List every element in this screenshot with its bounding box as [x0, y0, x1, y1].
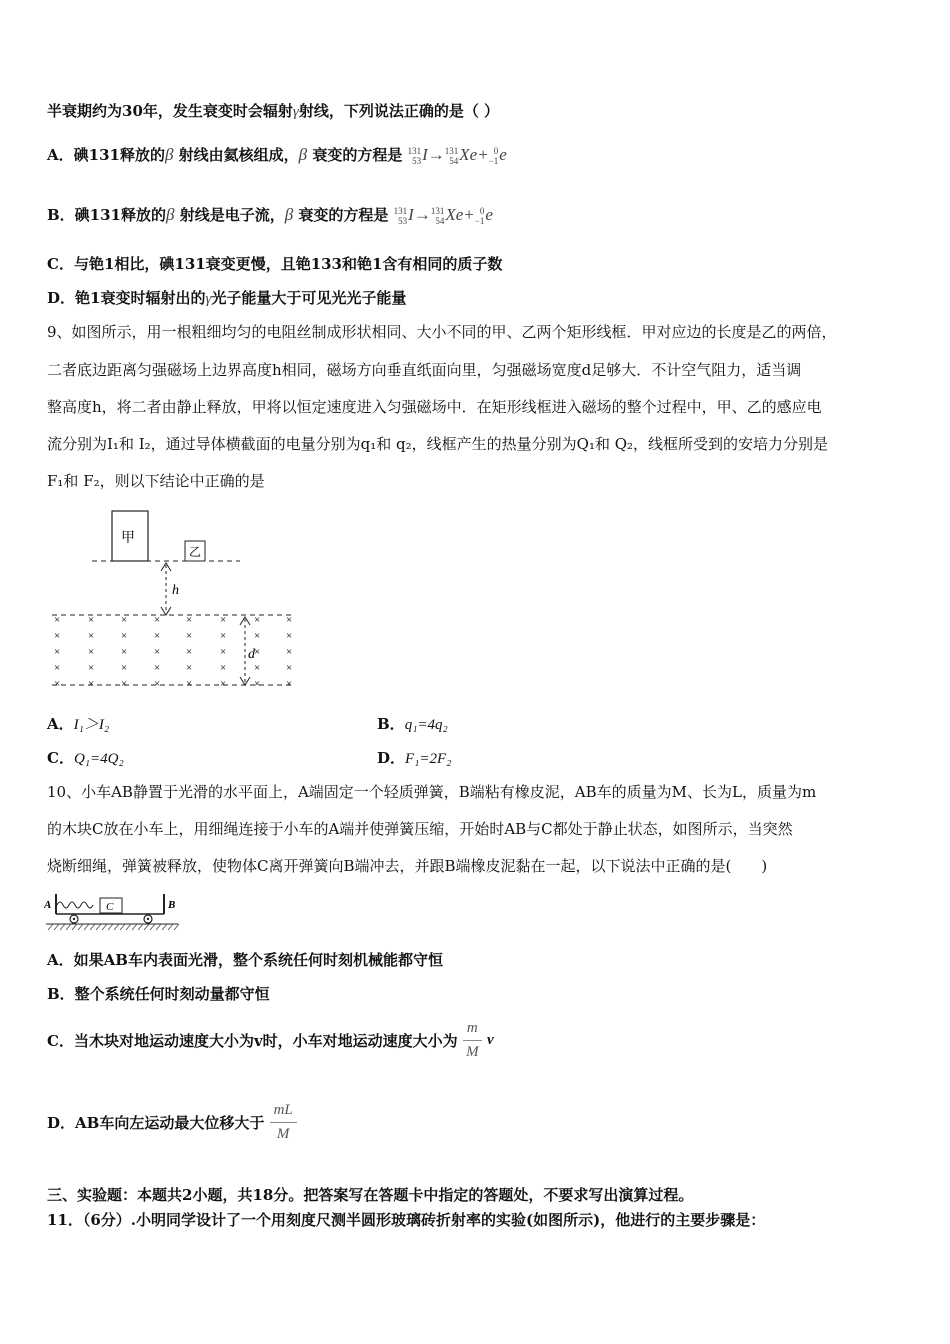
field-cross: ×: [286, 646, 293, 658]
q10-option-b: B．整个系统任何时刻动量都守恒: [47, 985, 270, 1003]
field-cross: ×: [286, 678, 293, 690]
label-yi: 乙: [189, 545, 202, 559]
decay-equation-b: 131 53I→131 54Xe+ 0 −1e: [393, 205, 493, 227]
q10-option-c: C．当木块对地运动速度大小为v时，小车对地运动速度大小为 $\frac{m}{M}$ v: [47, 1020, 494, 1060]
label-jia: 甲: [121, 531, 135, 546]
q9-line-2: 二者底边距离匀强磁场上边界高度h相同，磁场方向垂直纸面向里，匀强磁场宽度d足够大．不计空气阻力，适当调: [47, 361, 802, 379]
hatch-line: [66, 924, 71, 930]
field-cross: ×: [254, 646, 261, 658]
field-cross: ×: [186, 630, 193, 642]
field-cross: ×: [220, 646, 227, 658]
fraction-m-over-M: $\frac{m}{M}$: [463, 1020, 482, 1061]
fraction-mL-over-M: $\frac{mL}{M}$: [270, 1102, 297, 1143]
q10-line-1: 10、小车AB静置于光滑的水平面上，A端固定一个轻质弹簧，B端粘有橡皮泥，AB车的质量为M、长为L，质量为m: [47, 783, 817, 801]
hatch-line: [114, 924, 119, 930]
q10-option-a: A．如果AB车内表面光滑，整个系统任何时刻机械能都守恒: [47, 951, 443, 969]
field-cross: ×: [220, 662, 227, 674]
hatch-line: [150, 924, 155, 930]
field-cross: ×: [54, 614, 61, 626]
q10-line-2: 的木块C放在小车上，用细绳连接于小车的A端并使弹簧压缩，开始时AB与C都处于静止状态，如图所示，当突然: [47, 820, 793, 838]
field-cross: ×: [154, 678, 161, 690]
hatch-line: [54, 924, 59, 930]
hatch-line: [96, 924, 101, 930]
field-cross: ×: [54, 646, 61, 658]
field-cross: ×: [121, 646, 128, 658]
field-cross: ×: [154, 630, 161, 642]
label-c: C: [106, 901, 114, 913]
field-cross: ×: [286, 614, 293, 626]
spring: [57, 902, 93, 908]
label-h: h: [172, 583, 179, 598]
label-b: B: [168, 899, 176, 911]
q10-option-d: D．AB车向左运动最大位移大于 $\frac{mL}{M}$: [47, 1102, 297, 1143]
q8-option-d: D．铯1衰变时辐射出的γ光子能量大于可见光光子能量: [47, 289, 407, 307]
field-cross: ×: [121, 678, 128, 690]
magnetic-field-crosses: [54, 614, 292, 690]
field-cross: ×: [54, 630, 61, 642]
field-cross: ×: [286, 630, 293, 642]
field-cross: ×: [121, 630, 128, 642]
hatch-line: [132, 924, 137, 930]
field-cross: ×: [186, 678, 193, 690]
label-d: d: [248, 647, 255, 662]
field-cross: ×: [121, 614, 128, 626]
q9-line-4: 流分别为I₁和 I₂，通过导体横截面的电量分别为q₁和 q₂，线框产生的热量分别为Q₁和 Q₂，线框所受到的安培力分别是: [47, 435, 829, 453]
q8-option-c: C．与铯1相比，碘131衰变更慢，且铯133和铯1含有相同的质子数: [47, 255, 503, 273]
field-cross: ×: [54, 678, 61, 690]
hatch-line: [144, 924, 149, 930]
hatch-line: [174, 924, 179, 930]
field-cross: ×: [121, 662, 128, 674]
field-cross: ×: [220, 614, 227, 626]
field-cross: ×: [220, 678, 227, 690]
field-cross: ×: [254, 678, 261, 690]
q10-figure: [44, 888, 184, 932]
hatch-line: [90, 924, 95, 930]
q9-line-5: F₁和 F₂，则以下结论中正确的是: [47, 472, 265, 490]
hatch-line: [108, 924, 113, 930]
field-cross: ×: [154, 614, 161, 626]
field-cross: ×: [88, 614, 95, 626]
hatch-line: [102, 924, 107, 930]
field-cross: ×: [186, 614, 193, 626]
q8-option-a: A．碘131释放的β 射线由氦核组成，β 衰变的方程是 131 53I→131 54Xe+ 0 −1e: [47, 145, 507, 167]
q9-figure: [40, 505, 310, 695]
field-cross: ×: [254, 630, 261, 642]
field-cross: ×: [88, 662, 95, 674]
section-3-title: 三、实验题：本题共2小题，共18分。把答案写在答题卡中指定的答题处，不要求写出演算过程。: [47, 1186, 694, 1204]
q9-line-3: 整高度h，将二者由静止释放，甲将以恒定速度进入匀强磁场中．在矩形线框进入磁场的整个过程中，甲、乙的感应电: [47, 398, 822, 416]
hatch-line: [84, 924, 89, 930]
field-cross: ×: [186, 646, 193, 658]
q9-option-b: B．q₁=4q₂: [377, 715, 448, 733]
field-cross: ×: [88, 678, 95, 690]
hatch-line: [48, 924, 53, 930]
field-cross: ×: [254, 614, 261, 626]
q9-option-c: C．Q₁=4Q₂: [47, 749, 124, 767]
hatch-line: [60, 924, 65, 930]
q9-line-1: 9、如图所示，用一根粗细均匀的电阻丝制成形状相同、大小不同的甲、乙两个矩形线框．甲对应边的长度是乙的两倍，: [47, 323, 837, 341]
hatch-line: [126, 924, 131, 930]
hatch-line: [168, 924, 173, 930]
q8-stem-line: 半衰期约为30年，发生衰变时会辐射γ射线，下列说法正确的是（ ）: [47, 102, 500, 120]
q10-line-3: 烧断细绳，弹簧被释放，使物体C离开弹簧向B端冲去，并跟B端橡皮泥黏在一起，以下说法中正确的是( ): [47, 857, 768, 875]
ground-hatch: [48, 924, 179, 930]
field-cross: ×: [154, 662, 161, 674]
decay-equation-a: 131 53I→131 54Xe+ 0 −1e: [407, 145, 507, 167]
hatch-line: [138, 924, 143, 930]
field-cross: ×: [54, 662, 61, 674]
hatch-line: [72, 924, 77, 930]
label-a: A: [44, 899, 52, 911]
hatch-line: [120, 924, 125, 930]
hatch-line: [162, 924, 167, 930]
field-cross: ×: [154, 646, 161, 658]
q11-stem: 11．（6分）.小明同学设计了一个用刻度尺测半圆形玻璃砖折射率的实验(如图所示)，他进行的主要步骤是：: [47, 1211, 766, 1229]
q9-option-d: D．F₁=2F₂: [377, 749, 452, 767]
q8-option-b: B．碘131释放的β 射线是电子流，β 衰变的方程是 131 53I→131 54Xe+ 0 −1e: [47, 205, 493, 227]
field-cross: ×: [220, 630, 227, 642]
hatch-line: [78, 924, 83, 930]
field-cross: ×: [186, 662, 193, 674]
field-cross: ×: [254, 662, 261, 674]
q9-option-a: A．I₁＞I₂: [47, 715, 110, 733]
field-cross: ×: [88, 630, 95, 642]
field-cross: ×: [88, 646, 95, 658]
field-cross: ×: [286, 662, 293, 674]
hatch-line: [156, 924, 161, 930]
